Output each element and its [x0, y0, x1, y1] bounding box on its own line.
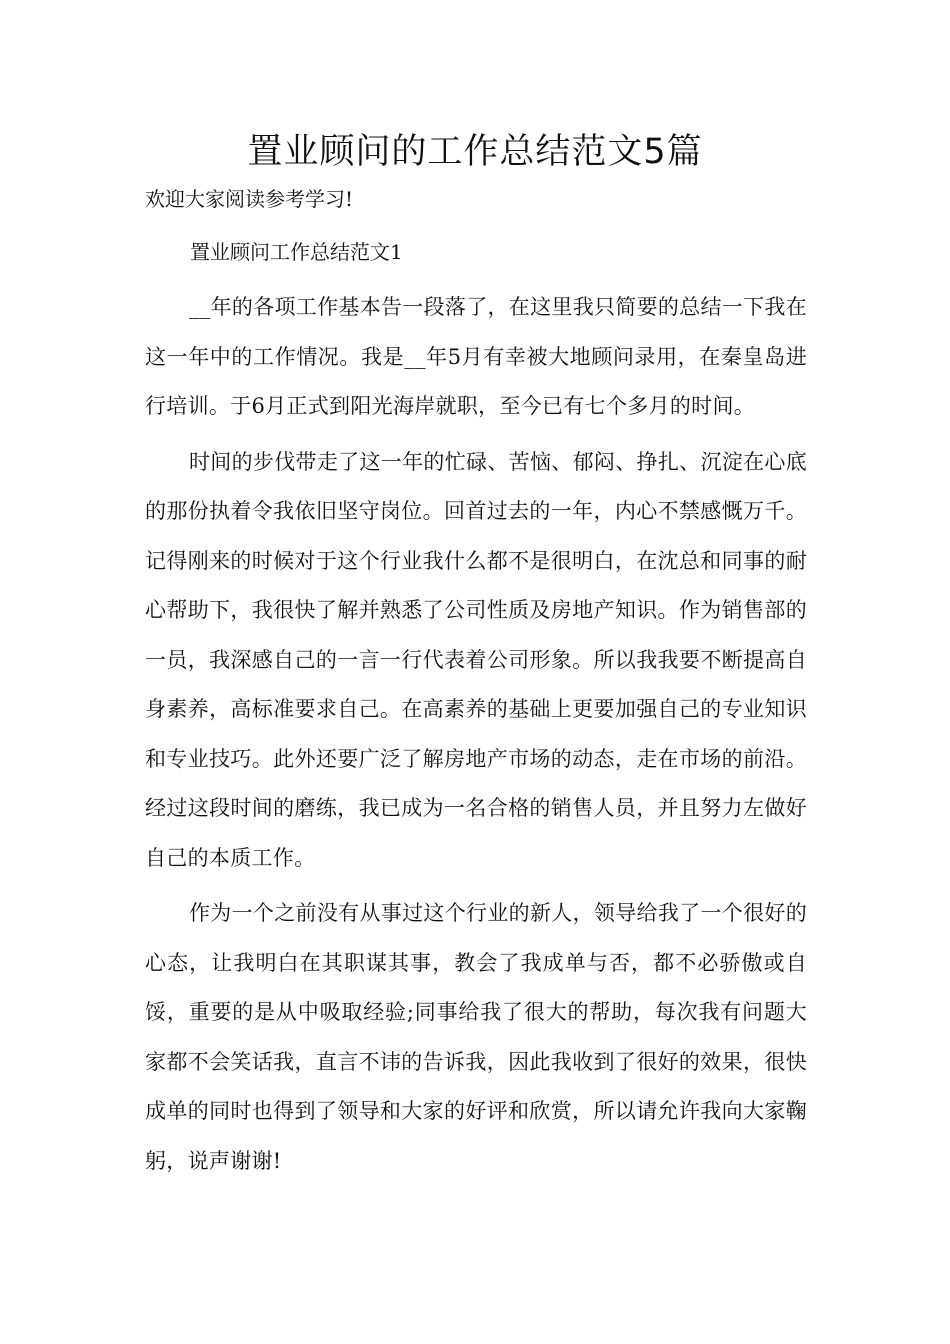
paragraph-3: 作为一个之前没有从事过这个行业的新人，领导给我了一个很好的心态，让我明白在其职谋其事，教会了我成单与否，都不必骄傲或自馁，重要的是从中吸取经验;同事给我了很大的帮助，每次我有问题大家都不会笑话我，直言不讳的告诉我，因此我收到了很好的效果，很快成单的同时也得到了领导和大家的好评和欣赏，所以请允许我向大家鞠躬，说声谢谢!	[145, 901, 807, 1173]
body-text	[145, 283, 807, 1192]
paragraph-2: 时间的步伐带走了这一年的忙碌、苦恼、郁闷、挣扎、沉淀在心底的那份执着令我依旧坚守岗位。回首过去的一年，内心不禁感慨万千。记得刚来的时候对于这个行业我什么都不是很明白，在沈总和同事的耐心帮助下，我很快了解并熟悉了公司性质及房地产知识。作为销售部的一员，我深感自己的一言一行代表着公司形象。所以我我要不断提高自身素养，高标准要求自己。在高素养的基础上更要加强自己的专业知识和专业技巧。此外还要广泛了解房地产市场的动态，走在市场的前沿。经过这段时间的磨练，我已成为一名合格的销售人员，并且努力左做好自己的本质工作。	[145, 449, 807, 870]
document-title: 置业顾问的工作总结范文5篇	[247, 132, 703, 172]
intro-text: 欢迎大家阅读参考学习!	[145, 187, 354, 211]
section-heading: 置业顾问工作总结范文1	[190, 240, 403, 264]
paragraph-1: __年的各项工作基本告一段落了，在这里我只简要的总结一下我在这一年中的工作情况。我是__年5月有幸被大地顾问录用，在秦皇岛进行培训。于6月正式到阳光海岸就职，至今已有七个多月的时间。	[145, 295, 807, 418]
